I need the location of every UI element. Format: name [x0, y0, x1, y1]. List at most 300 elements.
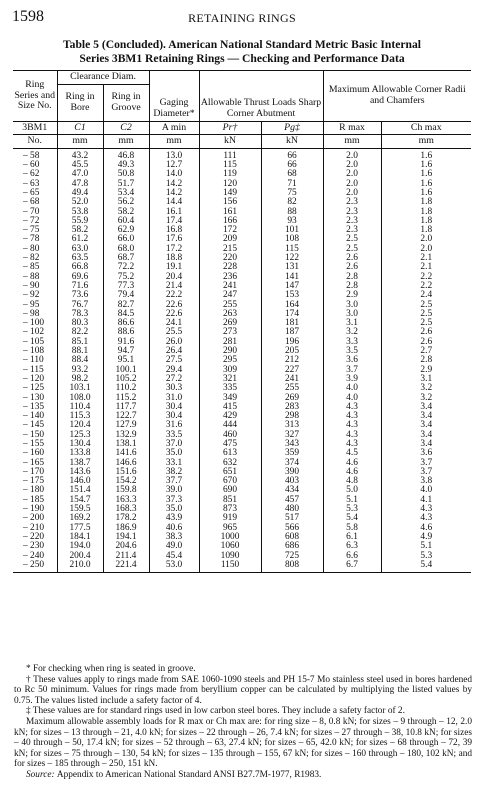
a-min-value: 37.7 — [149, 477, 199, 486]
ring-size: – 60 — [23, 160, 40, 171]
c2-value: 75.2 — [103, 273, 149, 282]
unit-c1: mm — [57, 135, 103, 149]
a-min-value: 22.6 — [149, 301, 199, 310]
r-max-value: 2.0 — [323, 148, 381, 161]
col-ring-in-groove: Ring in Groove — [103, 84, 149, 121]
a-min-value: 49.0 — [149, 542, 199, 551]
c2-value: 50.8 — [103, 170, 149, 179]
c1-value: 73.6 — [57, 291, 103, 300]
a-min-value: 35.0 — [149, 505, 199, 514]
r-max-value: 2.9 — [323, 291, 381, 300]
ch-max-value: 2.2 — [381, 282, 471, 291]
r-max-value: 2.5 — [323, 245, 381, 254]
pg-value: 480 — [261, 505, 323, 514]
r-max-value: 3.9 — [323, 375, 381, 384]
pg-value: 808 — [261, 561, 323, 573]
a-min-value: 27.2 — [149, 375, 199, 384]
pr-value: 851 — [199, 496, 261, 505]
ring-size: – 185 — [23, 494, 45, 505]
pg-value: 725 — [261, 552, 323, 561]
c2-value: 94.7 — [103, 347, 149, 356]
pg-value: 517 — [261, 514, 323, 523]
pr-value: 269 — [199, 319, 261, 328]
c2-value: 211.4 — [103, 552, 149, 561]
pg-value: 88 — [261, 208, 323, 217]
pr-value: 321 — [199, 375, 261, 384]
c2-value: 221.4 — [103, 561, 149, 573]
ch-max-value: 2.5 — [381, 319, 471, 328]
c2-value: 163.3 — [103, 496, 149, 505]
pr-value: 309 — [199, 366, 261, 375]
ch-max-value: 1.8 — [381, 226, 471, 235]
c2-value: 49.3 — [103, 161, 149, 170]
pg-value: 101 — [261, 226, 323, 235]
c1-value: 47.8 — [57, 180, 103, 189]
c2-value: 77.3 — [103, 282, 149, 291]
r-max-value: 4.0 — [323, 384, 381, 393]
pg-value: 686 — [261, 542, 323, 551]
c1-value: 146.0 — [57, 477, 103, 486]
c2-value: 68.0 — [103, 245, 149, 254]
r-max-value: 2.0 — [323, 170, 381, 179]
ch-max-value: 2.6 — [381, 338, 471, 347]
r-max-value: 3.0 — [323, 301, 381, 310]
ring-size: – 120 — [23, 373, 45, 384]
pr-value: 281 — [199, 338, 261, 347]
a-min-value: 33.1 — [149, 459, 199, 468]
footnotes — [14, 664, 472, 781]
c1-value: 143.6 — [57, 468, 103, 477]
c2-value: 127.9 — [103, 421, 149, 430]
ring-size: – 75 — [23, 225, 40, 236]
r-max-value: 2.8 — [323, 273, 381, 282]
c1-value: 133.8 — [57, 449, 103, 458]
ring-size: – 108 — [23, 346, 45, 357]
ring-size: – 140 — [23, 411, 45, 422]
pr-value: 670 — [199, 477, 261, 486]
sym-c2: C2 — [103, 121, 149, 135]
pg-value: 115 — [261, 245, 323, 254]
c2-value: 100.1 — [103, 366, 149, 375]
c1-value: 177.5 — [57, 524, 103, 533]
c2-value: 138.1 — [103, 440, 149, 449]
c1-value: 66.8 — [57, 263, 103, 272]
ring-size: – 135 — [23, 401, 45, 412]
pg-value: 131 — [261, 263, 323, 272]
pg-value: 374 — [261, 459, 323, 468]
a-min-value: 12.7 — [149, 161, 199, 170]
r-max-value: 2.0 — [323, 161, 381, 170]
c2-value: 53.4 — [103, 189, 149, 198]
sym-pr: Pr† — [199, 121, 261, 135]
ring-size: – 80 — [23, 243, 40, 254]
pg-value: 390 — [261, 468, 323, 477]
c2-value: 95.1 — [103, 356, 149, 365]
r-max-value: 6.3 — [323, 542, 381, 551]
c1-value: 98.2 — [57, 375, 103, 384]
a-min-value: 17.6 — [149, 235, 199, 244]
a-min-value: 30.4 — [149, 412, 199, 421]
pr-value: 651 — [199, 468, 261, 477]
ch-max-value: 3.2 — [381, 384, 471, 393]
pr-value: 429 — [199, 412, 261, 421]
c1-value: 110.4 — [57, 403, 103, 412]
sym-r-max: R max — [323, 121, 381, 135]
pg-value: 68 — [261, 170, 323, 179]
ch-max-value: 3.4 — [381, 431, 471, 440]
r-max-value: 2.3 — [323, 198, 381, 207]
r-max-value: 4.3 — [323, 431, 381, 440]
a-min-value: 39.0 — [149, 486, 199, 495]
c2-value: 159.8 — [103, 486, 149, 495]
c2-value: 132.9 — [103, 431, 149, 440]
c2-value: 154.2 — [103, 477, 149, 486]
pg-value: 147 — [261, 282, 323, 291]
pr-value: 475 — [199, 440, 261, 449]
footnote-gaging: * For checking when ring is seated in groove. — [26, 664, 196, 674]
unit-ch: mm — [381, 135, 471, 149]
sym-c1: C1 — [57, 121, 103, 135]
ch-max-value: 2.1 — [381, 254, 471, 263]
r-max-value: 2.0 — [323, 180, 381, 189]
ring-size: – 88 — [23, 271, 40, 282]
r-max-value: 4.3 — [323, 403, 381, 412]
col-gaging-diameter: Gaging Diameter* — [149, 71, 199, 122]
pg-value: 174 — [261, 310, 323, 319]
ring-size: – 90 — [23, 280, 40, 291]
ring-size: – 85 — [23, 262, 40, 273]
ch-max-value: 1.8 — [381, 198, 471, 207]
pr-value: 1090 — [199, 552, 261, 561]
pg-value: 359 — [261, 449, 323, 458]
c2-value: 68.7 — [103, 254, 149, 263]
pr-value: 120 — [199, 180, 261, 189]
a-min-value: 14.4 — [149, 198, 199, 207]
unit-pg: kN — [261, 135, 323, 149]
c2-value: 194.1 — [103, 533, 149, 542]
ch-max-value: 5.4 — [381, 561, 471, 573]
pg-value: 434 — [261, 486, 323, 495]
c1-value: 154.7 — [57, 496, 103, 505]
ch-max-value: 5.1 — [381, 542, 471, 551]
pg-value: 566 — [261, 524, 323, 533]
ring-size: – 70 — [23, 206, 40, 217]
footnote-pg: ‡ These values are for standard rings used in low carbon steel bores. They include a safety factor of 2. — [26, 706, 405, 717]
pr-value: 290 — [199, 347, 261, 356]
pg-value: 141 — [261, 273, 323, 282]
a-min-value: 30.4 — [149, 403, 199, 412]
ring-size: – 170 — [23, 466, 45, 477]
ring-size: – 130 — [23, 392, 45, 403]
pr-value: 161 — [199, 208, 261, 217]
sym-a-min: A min — [149, 121, 199, 135]
pr-value: 273 — [199, 328, 261, 337]
pr-value: 166 — [199, 217, 261, 226]
ch-max-value: 2.5 — [381, 310, 471, 319]
a-min-value: 26.4 — [149, 347, 199, 356]
pr-value: 172 — [199, 226, 261, 235]
r-max-value: 3.1 — [323, 319, 381, 328]
sym-ch-max: Ch max — [381, 121, 471, 135]
r-max-value: 4.3 — [323, 421, 381, 430]
a-min-value: 16.8 — [149, 226, 199, 235]
c2-value: 168.3 — [103, 505, 149, 514]
ch-max-value: 3.4 — [381, 440, 471, 449]
pr-value: 444 — [199, 421, 261, 430]
c1-value: 69.6 — [57, 273, 103, 282]
pr-value: 149 — [199, 189, 261, 198]
r-max-value: 6.6 — [323, 552, 381, 561]
ch-max-value: 5.3 — [381, 552, 471, 561]
c1-value: 138.7 — [57, 459, 103, 468]
a-min-value: 16.1 — [149, 208, 199, 217]
c1-value: 85.1 — [57, 338, 103, 347]
a-min-value: 33.5 — [149, 431, 199, 440]
a-min-value: 43.9 — [149, 514, 199, 523]
pr-value: 690 — [199, 486, 261, 495]
r-max-value: 5.8 — [323, 524, 381, 533]
c2-value: 204.6 — [103, 542, 149, 551]
a-min-value: 53.0 — [149, 561, 199, 573]
col-clearance-diam: Clearance Diam. — [57, 71, 149, 85]
c2-value: 60.4 — [103, 217, 149, 226]
r-max-value: 3.3 — [323, 338, 381, 347]
c1-value: 45.5 — [57, 161, 103, 170]
footnote-pr: † These values apply to rings made from SAE 1060-1090 steels and PH 15-7 Mo stainless steel used in bores hardened to Rc 50 minimum. Values for rings made from beryllium copper can be calculated by multiplying the listed values by 0.75. The values listed include a safety factor of 4. — [14, 674, 472, 706]
pr-value: 295 — [199, 356, 261, 365]
c1-value: 43.2 — [57, 148, 103, 161]
unit-r: mm — [323, 135, 381, 149]
a-min-value: 40.6 — [149, 524, 199, 533]
ch-max-value: 3.7 — [381, 468, 471, 477]
r-max-value: 4.5 — [323, 449, 381, 458]
ring-size: – 98 — [23, 308, 40, 319]
c1-value: 47.0 — [57, 170, 103, 179]
c1-value: 125.3 — [57, 431, 103, 440]
pr-value: 209 — [199, 235, 261, 244]
ch-max-value: 2.9 — [381, 366, 471, 375]
pr-value: 119 — [199, 170, 261, 179]
c2-value: 62.9 — [103, 226, 149, 235]
c1-value: 210.0 — [57, 561, 103, 573]
r-max-value: 6.7 — [323, 561, 381, 573]
ring-size: – 180 — [23, 485, 45, 496]
r-max-value: 2.3 — [323, 226, 381, 235]
c1-value: 88.4 — [57, 356, 103, 365]
c2-value: 178.2 — [103, 514, 149, 523]
ring-size: – 210 — [23, 522, 45, 533]
a-min-value: 19.1 — [149, 263, 199, 272]
c1-value: 200.4 — [57, 552, 103, 561]
pg-value: 457 — [261, 496, 323, 505]
r-max-value: 4.6 — [323, 468, 381, 477]
c2-value: 122.7 — [103, 412, 149, 421]
pg-value: 608 — [261, 533, 323, 542]
c2-value: 91.6 — [103, 338, 149, 347]
c2-value: 117.7 — [103, 403, 149, 412]
ch-max-value: 4.3 — [381, 505, 471, 514]
a-min-value: 35.0 — [149, 449, 199, 458]
ring-size: – 102 — [23, 327, 45, 338]
c1-value: 103.1 — [57, 384, 103, 393]
pr-value: 263 — [199, 310, 261, 319]
c1-value: 53.8 — [57, 208, 103, 217]
ring-size: – 115 — [23, 364, 44, 375]
pg-value: 164 — [261, 301, 323, 310]
ch-max-value: 2.0 — [381, 245, 471, 254]
table-title-line-2: Series 3BM1 Retaining Rings — Checking and Performance Data — [79, 52, 405, 65]
pr-value: 241 — [199, 282, 261, 291]
ch-max-value: 1.6 — [381, 180, 471, 189]
c2-value: 66.0 — [103, 235, 149, 244]
pg-value: 313 — [261, 421, 323, 430]
ring-size: – 230 — [23, 541, 45, 552]
c2-value: 186.9 — [103, 524, 149, 533]
pr-value: 215 — [199, 245, 261, 254]
pr-value: 873 — [199, 505, 261, 514]
unit-pr: kN — [199, 135, 261, 149]
a-min-value: 25.5 — [149, 328, 199, 337]
c2-value: 86.6 — [103, 319, 149, 328]
ring-size: – 68 — [23, 197, 40, 208]
c2-value: 46.8 — [103, 148, 149, 161]
pg-value: 181 — [261, 319, 323, 328]
ch-max-value: 3.4 — [381, 412, 471, 421]
c1-value: 71.6 — [57, 282, 103, 291]
ring-size: – 200 — [23, 513, 45, 524]
r-max-value: 2.3 — [323, 208, 381, 217]
r-max-value: 6.1 — [323, 533, 381, 542]
r-max-value: 2.6 — [323, 263, 381, 272]
c2-value: 146.6 — [103, 459, 149, 468]
pg-value: 205 — [261, 347, 323, 356]
pg-value: 66 — [261, 161, 323, 170]
source-label: Source: — [26, 769, 55, 780]
pr-value: 115 — [199, 161, 261, 170]
r-max-value: 3.7 — [323, 366, 381, 375]
c2-value: 141.6 — [103, 449, 149, 458]
a-min-value: 29.4 — [149, 366, 199, 375]
pr-value: 228 — [199, 263, 261, 272]
a-min-value: 22.6 — [149, 310, 199, 319]
c2-value: 151.6 — [103, 468, 149, 477]
pg-value: 187 — [261, 328, 323, 337]
r-max-value: 5.3 — [323, 505, 381, 514]
r-max-value: 2.8 — [323, 282, 381, 291]
pg-value: 153 — [261, 291, 323, 300]
ring-size: – 65 — [23, 187, 40, 198]
c1-value: 49.4 — [57, 189, 103, 198]
pr-value: 236 — [199, 273, 261, 282]
ring-size: – 63 — [23, 178, 40, 189]
pr-value: 220 — [199, 254, 261, 263]
a-min-value: 21.4 — [149, 282, 199, 291]
pg-value: 269 — [261, 394, 323, 403]
r-max-value: 5.4 — [323, 514, 381, 523]
pr-value: 415 — [199, 403, 261, 412]
a-min-value: 17.2 — [149, 245, 199, 254]
r-max-value: 3.5 — [323, 347, 381, 356]
c1-value: 78.3 — [57, 310, 103, 319]
c1-value: 58.2 — [57, 226, 103, 235]
ring-size: – 62 — [23, 169, 40, 180]
ring-size: – 250 — [23, 559, 45, 570]
c1-value: 88.1 — [57, 347, 103, 356]
a-min-value: 18.8 — [149, 254, 199, 263]
a-min-value: 14.0 — [149, 170, 199, 179]
pr-value: 156 — [199, 198, 261, 207]
footnote-assembly-loads: Maximum allowable assembly loads for R max or Ch max are: for ring size – 8, 0.8 kN; for sizes – 9 through – 12, 2.0 kN; for sizes – 13 through – 21, 4.0 kN; for sizes – 22 through – 26, 7.4 kN; for sizes – 27 through – 38, 10.8 kN; for sizes – 40 through – 50, 17.4 kN; for sizes – 52 through – 63, 27.4 kN; for sizes – 65, 42.0 kN; for sizes – 68 through – 72, 39 kN; for sizes – 75 through – 130, 54 kN; for sizes – 135 through – 155, 67 kN; for sizes – 160 through – 180, 102 kN; and for sizes – 185 through – 250, 151 kN. — [14, 716, 472, 770]
c1-value: 82.2 — [57, 328, 103, 337]
ch-max-value: 2.6 — [381, 328, 471, 337]
ch-max-value: 4.0 — [381, 486, 471, 495]
a-min-value: 30.3 — [149, 384, 199, 393]
a-min-value: 37.0 — [149, 440, 199, 449]
unit-a: mm — [149, 135, 199, 149]
pg-value: 343 — [261, 440, 323, 449]
r-max-value: 4.3 — [323, 412, 381, 421]
c1-value: 93.2 — [57, 366, 103, 375]
pg-value: 227 — [261, 366, 323, 375]
c1-value: 115.3 — [57, 412, 103, 421]
pg-value: 241 — [261, 375, 323, 384]
ch-max-value: 2.5 — [381, 301, 471, 310]
ring-size: – 95 — [23, 299, 40, 310]
c1-value: 120.4 — [57, 421, 103, 430]
ch-max-value: 1.8 — [381, 208, 471, 217]
ch-max-value: 2.4 — [381, 291, 471, 300]
a-min-value: 13.0 — [149, 148, 199, 161]
col-max-corner-radii: Maximum Allowable Corner Radii and Chamfers — [323, 71, 471, 122]
r-max-value: 4.0 — [323, 394, 381, 403]
r-max-value: 4.8 — [323, 477, 381, 486]
a-min-value: 31.6 — [149, 421, 199, 430]
c1-value: 108.0 — [57, 394, 103, 403]
ch-max-value: 3.7 — [381, 459, 471, 468]
ch-max-value: 2.0 — [381, 235, 471, 244]
ring-size: – 160 — [23, 448, 45, 459]
unit-c2: mm — [103, 135, 149, 149]
table-row — [13, 561, 471, 573]
a-min-value: 24.1 — [149, 319, 199, 328]
ring-size: – 105 — [23, 336, 45, 347]
ch-max-value: 2.8 — [381, 356, 471, 365]
ch-max-value: 1.6 — [381, 161, 471, 170]
c2-value: 79.4 — [103, 291, 149, 300]
ch-max-value: 1.6 — [381, 189, 471, 198]
c1-value: 76.7 — [57, 301, 103, 310]
a-min-value: 27.5 — [149, 356, 199, 365]
r-max-value: 2.3 — [323, 217, 381, 226]
a-min-value: 22.2 — [149, 291, 199, 300]
a-min-value: 37.3 — [149, 496, 199, 505]
pr-value: 111 — [199, 148, 261, 161]
c1-value: 184.1 — [57, 533, 103, 542]
c1-value: 194.0 — [57, 542, 103, 551]
ch-max-value: 3.6 — [381, 449, 471, 458]
pg-value: 327 — [261, 431, 323, 440]
c2-value: 84.5 — [103, 310, 149, 319]
ring-size: – 145 — [23, 420, 45, 431]
ch-max-value: 1.8 — [381, 217, 471, 226]
c1-value: 169.2 — [57, 514, 103, 523]
pr-value: 1000 — [199, 533, 261, 542]
pg-value: 93 — [261, 217, 323, 226]
a-min-value: 17.4 — [149, 217, 199, 226]
c2-value: 51.7 — [103, 180, 149, 189]
sym-pg: Pg‡ — [261, 121, 323, 135]
ring-size: – 165 — [23, 457, 45, 468]
